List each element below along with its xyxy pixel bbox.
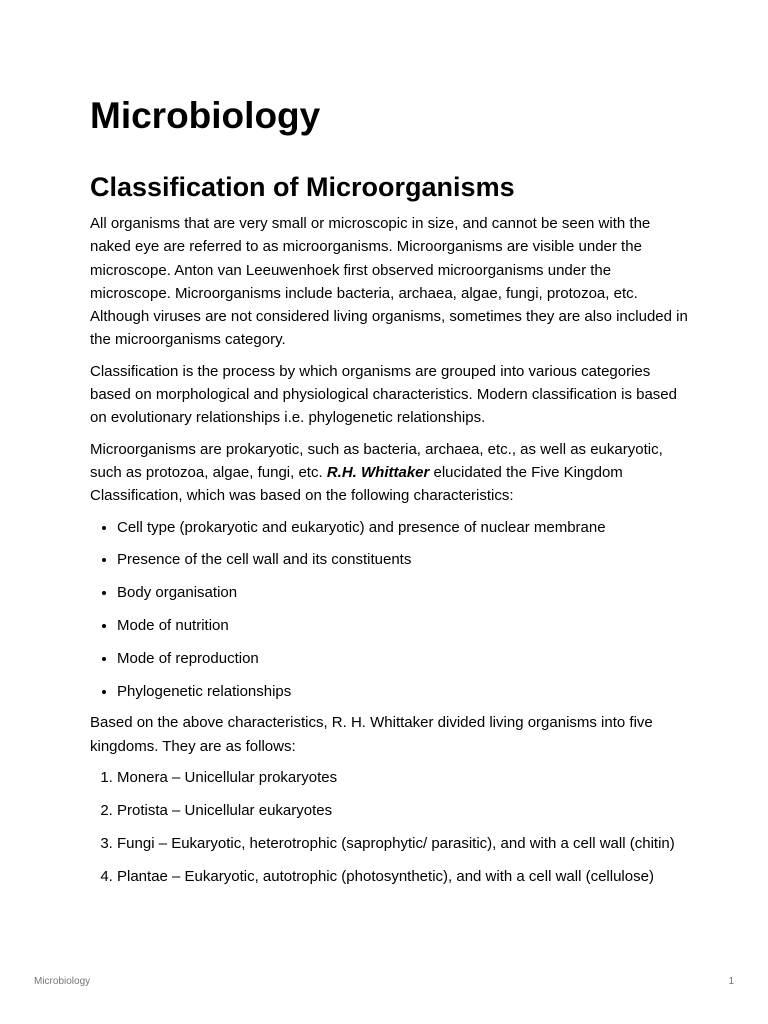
whittaker-paragraph-end: elucidated the Five Kingdom Classification, which was based on the following characteristics: bbox=[90, 463, 623, 505]
kingdoms-list bbox=[90, 766, 690, 888]
page-number: 1 bbox=[728, 976, 734, 987]
section-heading: Classification of Microorganisms bbox=[90, 172, 515, 202]
kingdoms-intro-paragraph: Based on the above characteristics, R. H. Whittaker divided living organisms into five kingdoms. They are as follows: bbox=[90, 714, 653, 755]
footer-title: Microbiology bbox=[34, 976, 91, 987]
list-item: • Mode of nutrition bbox=[117, 614, 690, 637]
intro-paragraph: All organisms that are very small or microscopic in size, and cannot be seen with the naked eye are referred to as microorganisms. Microorganisms are visible under the microscope. Anton van Leeuwenhoek first observed microorganisms under the microscope. Microorganisms include bacteria, archaea, algae, fungi, protozoa, etc. Although viruses are not considered living organisms, sometimes they are also included in the microorganisms category. bbox=[90, 215, 688, 349]
list-item: 1. Monera – Unicellular prokaryotes bbox=[117, 766, 690, 789]
list-item: • Cell type (prokaryotic and eukaryotic) and presence of nuclear membrane bbox=[117, 516, 690, 539]
list-item: • Body organisation bbox=[117, 581, 690, 604]
list-item: 2. Protista – Unicellular eukaryotes bbox=[117, 799, 690, 822]
list-item: • Presence of the cell wall and its constituents bbox=[117, 548, 690, 571]
document-title: Microbiology bbox=[90, 95, 321, 136]
classification-paragraph: Classification is the process by which organisms are grouped into various categories based on morphological and physiological characteristics. Modern classification is based on evolutionary relationships i.e. phylogenetic relationships. bbox=[90, 362, 677, 427]
whittaker-paragraph-start: Microorganisms are prokaryotic, such as bacteria, archaea, etc., as well as eukaryotic, such as protozoa, algae, fungi, etc. bbox=[90, 440, 663, 481]
list-item: • Mode of reproduction bbox=[117, 647, 690, 670]
whittaker-name: R.H. Whittaker bbox=[326, 463, 430, 481]
document-body bbox=[90, 212, 690, 896]
whittaker-paragraph bbox=[90, 438, 690, 508]
list-item: 3. Fungi – Eukaryotic, heterotrophic (saprophytic/ parasitic), and with a cell wall (chitin) bbox=[117, 832, 690, 855]
list-item: 4. Plantae – Eukaryotic, autotrophic (photosynthetic), and with a cell wall (cellulose) bbox=[117, 865, 690, 888]
list-item: • Phylogenetic relationships bbox=[117, 680, 690, 703]
characteristics-list bbox=[90, 516, 690, 704]
